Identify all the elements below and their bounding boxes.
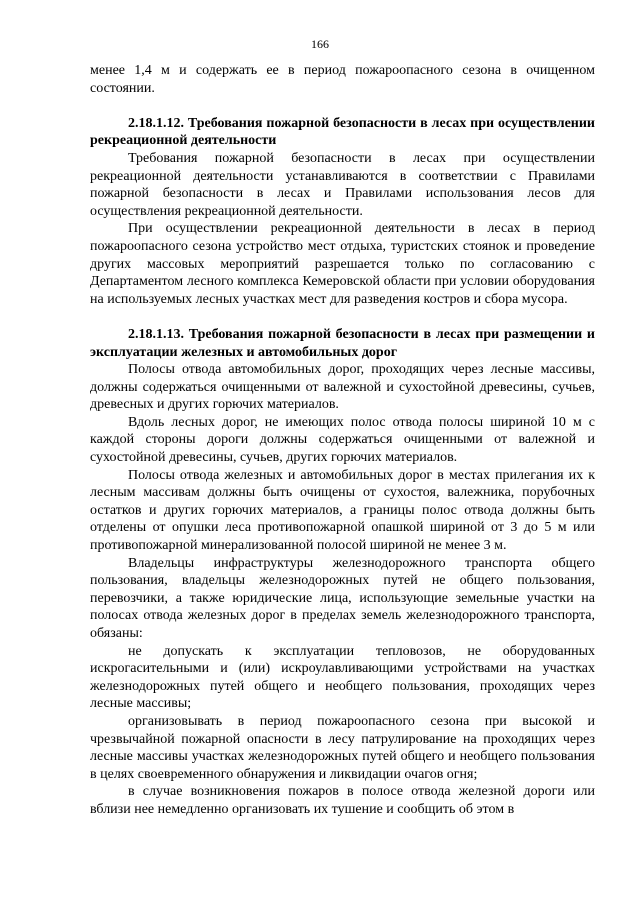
spacer	[90, 97, 595, 115]
paragraph: Владельцы инфраструктуры железнодорожного транспорта общего пользования, владельцы железнодорожных путей не общего пользования, перевозчики, а также юридические лица, использующие земельные участки на полосах отвода железных дорог в пределах земель железнодорожного транспорта, обязаны:	[90, 555, 595, 641]
paragraph: Полосы отвода железных и автомобильных дорог в местах прилегания их к лесным массивам должны быть очищены от сухостоя, валежника, порубочных остатков и других горючих материалов, а границы полос отвода должны быть отделены от опушки леса противопожарной опашкой шириной от 3 до 5 м или противопожарной минерализованной полосой шириной не менее 3 м.	[90, 467, 595, 554]
paragraph: Требования пожарной безопасности в лесах при осуществлении рекреационной деятельности устанавливаются в соответствии с Правилами пожарной безопасности в лесах и Правилами использования лесов для осуществления рекреационной деятельности.	[90, 150, 595, 219]
continuation-paragraph: менее 1,4 м и содержать ее в период пожароопасного сезона в очищенном состоянии.	[90, 63, 595, 96]
page-content	[90, 62, 595, 819]
paragraph: Вдоль лесных дорог, не имеющих полос отвода полосы шириной 10 м с каждой стороны дороги должны содержаться очищенными от валежной и сухостойной древесины, сучьев, других горючих материалов.	[90, 414, 595, 466]
page-number: 166	[311, 37, 329, 51]
paragraph: Полосы отвода автомобильных дорог, проходящих через лесные массивы, должны содержаться очищенными от валежной и сухостойной древесины, сучьев, древесных и других горючих материалов.	[90, 362, 595, 413]
section-heading-recreation: 2.18.1.12. Требования пожарной безопасности в лесах при осуществлении рекреационной деятельности	[90, 115, 595, 149]
spacer	[90, 308, 595, 326]
section-heading-roads: 2.18.1.13. Требования пожарной безопасности в лесах при размещении и эксплуатации железных и автомобильных дорог	[90, 326, 595, 360]
paragraph: в случае возникновения пожаров в полосе отвода железной дороги или вблизи нее немедленно организовать их тушение и сообщить об этом в	[90, 784, 595, 817]
paragraph: организовывать в период пожароопасного сезона при высокой и чрезвычайной пожарной опасности в лесу патрулирование на проходящих через лесные массивы участках железнодорожных путей общего и необщего пользования в целях своевременного обнаружения и ликвидации очагов огня;	[90, 713, 595, 782]
paragraph: не допускать к эксплуатации тепловозов, не оборудованных искрогасительными и (или) искроулавливающими устройствами на участках железнодорожных путей общего и необщего пользования, проходящих через лесные массивы;	[90, 643, 595, 712]
paragraph: При осуществлении рекреационной деятельности в лесах в период пожароопасного сезона устройство мест отдыха, туристских стоянок и проведение других массовых мероприятий разрешается только по согласованию с Департаментом лесного комплекса Кемеровской области при условии оборудования на используемых лесных участках мест для разведения костров и сбора мусора.	[90, 221, 595, 307]
